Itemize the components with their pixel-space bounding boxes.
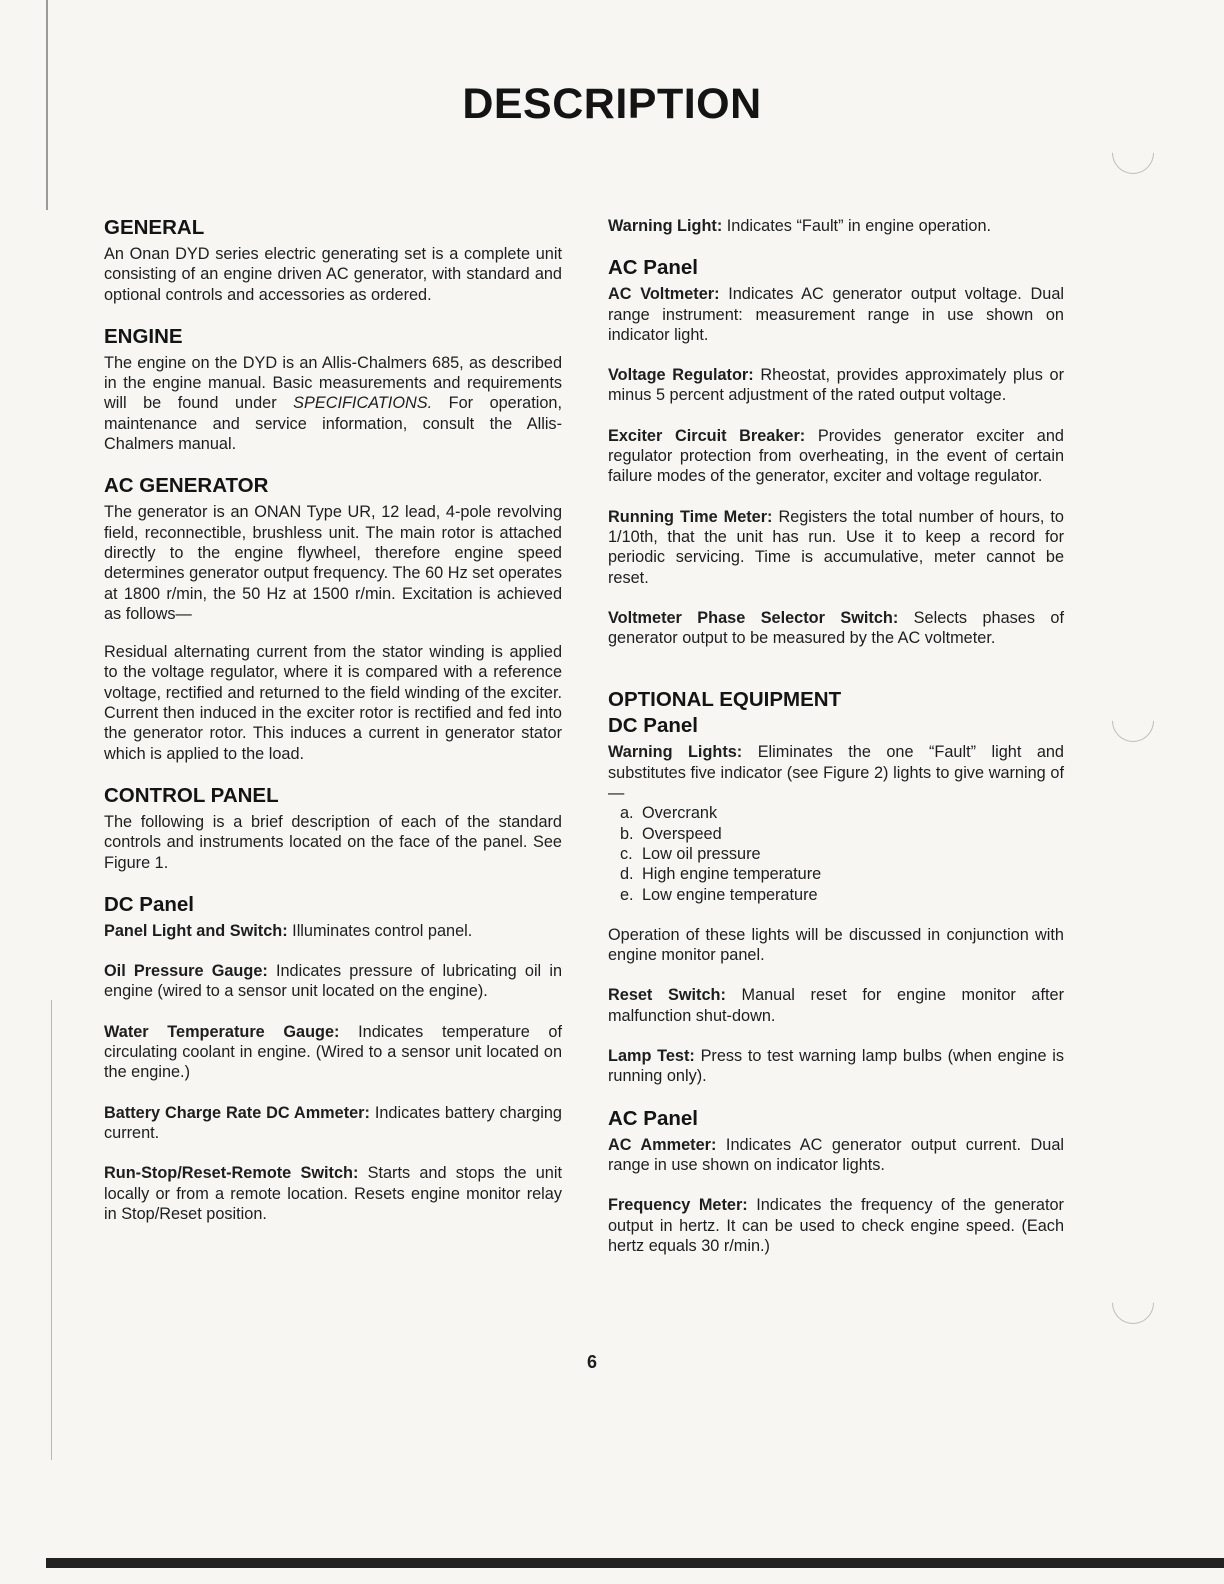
term: Oil Pressure Gauge: [104,962,268,981]
text-run: The engine on the DYD is an Allis-Chalmers 685, as described in the engine manual. Basic measurements and requirements will be found under [104,353,562,413]
paragraph: Residual alternating current from the stator winding is applied to the voltage regulator, where it is compared with a reference voltage, rectified and returned to the field winding of the exciter. Current then induced in the exciter rotor is rectified and fed into the generator rotor. This induces a current in generator stator which is applied to the load. [104,643,562,763]
list-text: Overspeed [642,824,722,843]
definition: Starts and stops the unit locally or from a remote location. Resets engine monitor relay in Stop/Reset position. [104,1164,562,1223]
definition: Rheostat, provides approximately plus or minus 5 percent adjustment of the rated output voltage. [608,366,1064,405]
definition-item [608,985,1064,1026]
definition: Indicates temperature of circulating coolant in engine. (Wired to a sensor unit located on the engine.) [104,1022,562,1082]
section-ac-generator [104,474,562,764]
term: Running Time Meter: [608,507,773,526]
definition-item [608,216,1064,236]
definition-item [608,1135,1064,1176]
definition: Indicates the frequency of the generator output in hertz. It can be used to check engine speed. (Each hertz equals 30 r/min.) [608,1196,1064,1255]
definition: Indicates pressure of lubricating oil in engine (wired to a sensor unit located on the engine). [104,962,562,1001]
section-ac-panel [608,256,1064,648]
punch-hole-mark [1103,1273,1162,1332]
term: Exciter Circuit Breaker: [608,426,806,445]
definition: Indicates battery charging current. [104,1103,562,1142]
list-item [620,844,1064,864]
list-text: High engine temperature [642,865,822,884]
punch-hole-mark [1103,123,1162,182]
section-heading: ENGINE [104,324,183,348]
section-optional-equipment [608,688,1064,1256]
section-dc-panel [104,893,562,1224]
definition: Press to test warning lamp bulbs (when engine is running only). [608,1047,1065,1086]
list-letter: a. [620,804,634,823]
section-control-panel [104,784,562,873]
paragraph: The following is a brief description of each of the standard controls and instruments located on the face of the panel. See Figure 1. [104,812,562,872]
text-run: For operation, maintenance and service information, consult the Allis-Chalmers manual. [104,394,562,454]
definition: Indicates “Fault” in engine operation. [722,217,992,235]
definition: Provides generator exciter and regulator protection from overheating, in the event of certain failure modes of the generator, exciter and voltage regulator. [608,426,1064,486]
section-engine [104,325,562,454]
term: Frequency Meter: [608,1196,748,1215]
list-text: Overcrank [642,804,718,823]
definition-item [608,1195,1064,1256]
definition-item [104,1103,562,1144]
definition-item [104,961,562,1002]
bottom-edge-bar [46,1558,1224,1568]
list-letter: b. [620,824,634,843]
definition-item [608,1046,1064,1087]
list-letter: c. [620,844,633,863]
definition-item [608,608,1064,649]
section-heading: CONTROL PANEL [104,783,279,807]
term: Panel Light and Switch: [104,921,288,940]
definition-item [104,1022,562,1083]
term: Voltmeter Phase Selector Switch: [608,608,899,627]
definition-item [104,1163,562,1224]
definition: Selects phases of generator output to be measured by the AC voltmeter. [608,608,1064,648]
list-text: Low engine temperature [642,885,818,904]
right-column [608,216,1064,1276]
term: AC Ammeter: [608,1135,717,1154]
list-letter: d. [620,865,634,884]
term: Lamp Test: [608,1047,695,1066]
definition: Indicates AC generator output current. Dual range in use shown on indicator lights. [608,1135,1064,1174]
term: Water Temperature Gauge: [104,1022,340,1041]
section-heading: AC GENERATOR [104,474,269,498]
definition-item [608,284,1064,345]
page-title: DESCRIPTION [462,80,762,128]
definition: Indicates AC generator output voltage. Dual range instrument: measurement range in use shown on indicator light. [608,285,1064,344]
left-column [104,216,562,1244]
subsection-heading: DC Panel [104,892,194,916]
list-item [620,803,1064,823]
definition-item [608,507,1064,588]
definition-item [608,365,1064,406]
subsection-heading: DC Panel [608,714,698,738]
term: Battery Charge Rate DC Ammeter: [104,1103,370,1122]
definition: Manual reset for engine monitor after malfunction shut-down. [608,986,1064,1025]
section-heading: GENERAL [104,216,205,239]
paragraph: An Onan DYD series electric generating set is a complete unit consisting of an engine driven AC generator, with standard and optional controls and accessories as ordered. [104,245,562,304]
term: Run-Stop/Reset-Remote Switch: [104,1164,359,1183]
list-text: Low oil pressure [642,844,761,863]
specifications-reference: SPECIFICATIONS. [293,394,433,413]
list-item [620,864,1064,884]
term: Reset Switch: [608,986,726,1005]
definition: Eliminates the one “Fault” light and substitutes five indicator (see Figure 2) lights to give warning of— [608,743,1064,803]
section-general [104,216,562,305]
subsection-heading: AC Panel [608,256,698,280]
definition-item [104,921,562,941]
definition-item [608,426,1064,487]
term: Voltage Regulator: [608,366,754,385]
section-heading: OPTIONAL EQUIPMENT [608,688,842,712]
paragraph: Operation of these lights will be discussed in conjunction with engine monitor panel. [608,925,1064,965]
list-item [620,885,1064,905]
page-number: 6 [586,1352,597,1372]
list-item [620,824,1064,844]
term: AC Voltmeter: [608,285,720,304]
paragraph [104,353,562,454]
term: Warning Light: [608,217,723,235]
definition: Illuminates control panel. [287,921,473,940]
term: Warning Lights: [608,743,743,762]
binding-edge-line [51,1000,52,1460]
definition: Registers the total number of hours, to 1/10th, that the unit has run. Use it to keep a record for periodic servicing. Time is accumulative, meter cannot be reset. [608,507,1064,587]
paragraph: The generator is an ONAN Type UR, 12 lead, 4-pole revolving field, reconnectible, brushless unit. The main rotor is attached directly to the engine flywheel, therefore engine speed determines generator output frequency. The 60 Hz set operates at 1800 r/min, the 50 Hz at 1500 r/min. Excitation is achieved as follows— [104,503,562,623]
subsection-heading: AC Panel [608,1106,698,1130]
list-letter: e. [620,885,634,904]
punch-hole-mark [1103,691,1162,750]
definition-item [608,742,1064,803]
warning-list [608,803,1064,904]
